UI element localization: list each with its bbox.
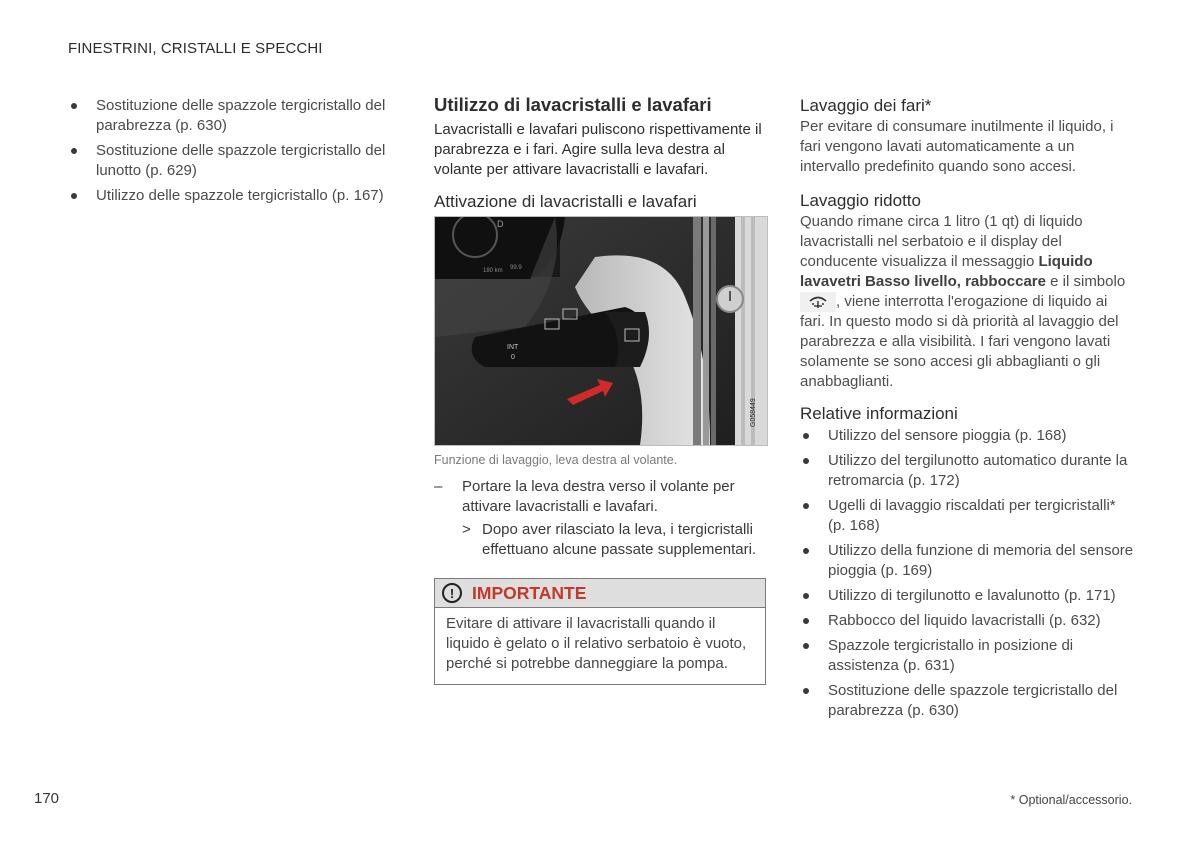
important-box	[434, 578, 766, 685]
related-heading: Relative informazioni	[800, 404, 958, 424]
list-item: Utilizzo del sensore pioggia (p. 168)	[800, 426, 1134, 446]
step-item: – Portare la leva destra verso il volante per attivare lavacristalli e lavafari.	[434, 477, 768, 517]
left-column	[68, 96, 390, 211]
display-message: Liquido lavavetri Basso livello, rabboccare	[800, 253, 1093, 290]
svg-text:D: D	[497, 219, 504, 229]
list-item: Ugelli di lavaggio riscaldati per tergicristalli* (p. 168)	[800, 496, 1134, 536]
middle-column	[434, 94, 770, 685]
svg-text:0: 0	[511, 354, 515, 361]
footnote: * Optional/accessorio.	[1010, 793, 1132, 807]
reduced-paragraph	[800, 212, 1134, 392]
list-item: Rabbocco del liquido lavacristalli (p. 632)	[800, 611, 1134, 631]
right-column	[800, 96, 1134, 726]
page-header: FINESTRINI, CRISTALLI E SPECCHI	[68, 40, 323, 57]
reduced-text-1: Quando rimane circa 1 litro (1 qt) di liquido lavacristalli nel serbatoio e il display del conducente visualizza il messaggio	[800, 213, 1083, 270]
list-item: Utilizzo delle spazzole tergicristallo (p. 167)	[68, 186, 390, 206]
reduced-text-2: e il simbolo	[1050, 273, 1126, 290]
image-caption: Funzione di lavaggio, leva destra al volante.	[434, 453, 678, 467]
left-bullet-list	[68, 96, 390, 206]
activation-heading: Attivazione di lavacristalli e lavafari	[434, 192, 697, 211]
page-number: 170	[34, 790, 60, 807]
list-item: Utilizzo del tergilunotto automatico durante la retromarcia (p. 172)	[800, 451, 1134, 491]
list-item: Spazzole tergicristallo in posizione di assistenza (p. 631)	[800, 636, 1134, 676]
list-item: Utilizzo della funzione di memoria del sensore pioggia (p. 169)	[800, 541, 1134, 581]
washer-fluid-icon	[800, 292, 836, 312]
list-item: Sostituzione delle spazzole tergicristallo del parabrezza (p. 630)	[68, 96, 390, 136]
reduced-text-3: , viene interrotta l'erogazione di liquido ai fari. In questo modo si dà priorità al lavaggio del parabrezza e alla visibilità. I fari vengono lavati solamente se sono accesi gli abbaglianti o gli anabbaglianti.	[800, 293, 1119, 391]
image-code: G058449	[750, 398, 757, 427]
svg-text:INT: INT	[507, 344, 519, 351]
headlight-paragraph: Per evitare di consumare inutilmente il liquido, i fari vengono lavati automaticamente a un intervallo predefinito quando sono accesi.	[800, 118, 1114, 175]
exclamation-icon: !	[442, 583, 462, 603]
list-item: Sostituzione delle spazzole tergicristallo del lunotto (p. 629)	[68, 141, 390, 181]
lever-illustration	[435, 217, 767, 445]
intro-paragraph: Lavacristalli e lavafari puliscono rispettivamente il parabrezza e i fari. Agire sulla leva destra al volante per attivare lavacristalli e lavafari.	[434, 121, 762, 178]
headlight-heading: Lavaggio dei fari*	[800, 96, 932, 115]
important-title: IMPORTANTE	[472, 582, 587, 603]
step-result: > Dopo aver rilasciato la leva, i tergicristalli effettuano alcune passate supplementari.	[434, 520, 764, 560]
svg-text:180 km: 180 km	[483, 268, 503, 274]
important-text: Evitare di attivare il lavacristalli quando il liquido è gelato o il relativo serbatoio è vuoto, perché si potrebbe danneggiare la pompa.	[446, 615, 747, 672]
section-title: Utilizzo di lavacristalli e lavafari	[434, 94, 712, 115]
related-list	[800, 426, 1134, 721]
reduced-heading: Lavaggio ridotto	[800, 191, 921, 210]
important-header	[435, 579, 765, 608]
list-item: Sostituzione delle spazzole tergicristallo del parabrezza (p. 630)	[800, 681, 1134, 721]
list-item: Utilizzo di tergilunotto e lavalunotto (p. 171)	[800, 586, 1134, 606]
svg-text:99.9: 99.9	[510, 265, 522, 271]
lever-photo	[434, 216, 768, 446]
